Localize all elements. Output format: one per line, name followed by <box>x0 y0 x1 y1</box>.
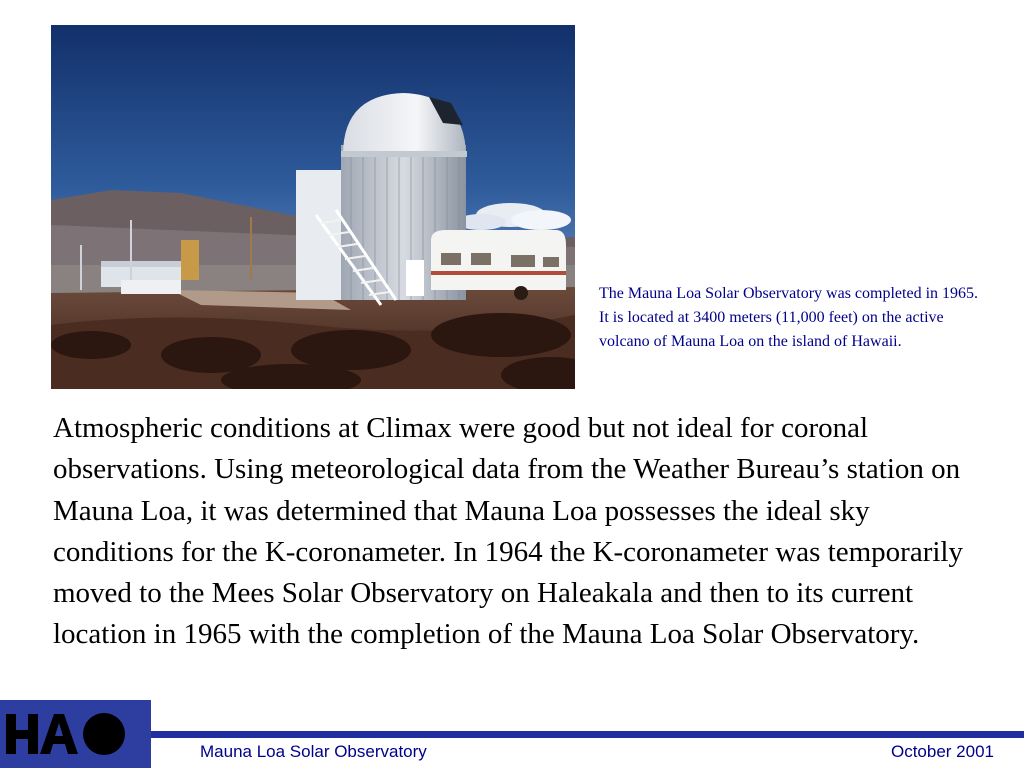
hao-logo <box>0 700 151 768</box>
photo-caption: The Mauna Loa Solar Observatory was completed in 1965. It is located at 3400 meters (11,000 feet) on the active volcano of Mauna Loa on the island of Hawaii. <box>599 285 979 350</box>
observatory-photo <box>51 25 575 389</box>
body-paragraph: Atmospheric conditions at Climax were good but not ideal for coronal observations. Using meteorological data from the Weather Bureau’s station on Mauna Loa, it was determined that Mauna Loa possesses the ideal sky conditions for the K-coronameter. In 1964 the K-coronameter was temporarily moved to the Mees Solar Observatory on Haleakala and then to its current location in 1965 with the completion of the Mauna Loa Solar Observatory. <box>53 412 963 651</box>
slide-footer <box>0 700 1024 768</box>
footer-rule <box>151 731 1024 738</box>
footer-title: Mauna Loa Solar Observatory <box>200 742 427 761</box>
footer-date: October 2001 <box>890 742 994 761</box>
